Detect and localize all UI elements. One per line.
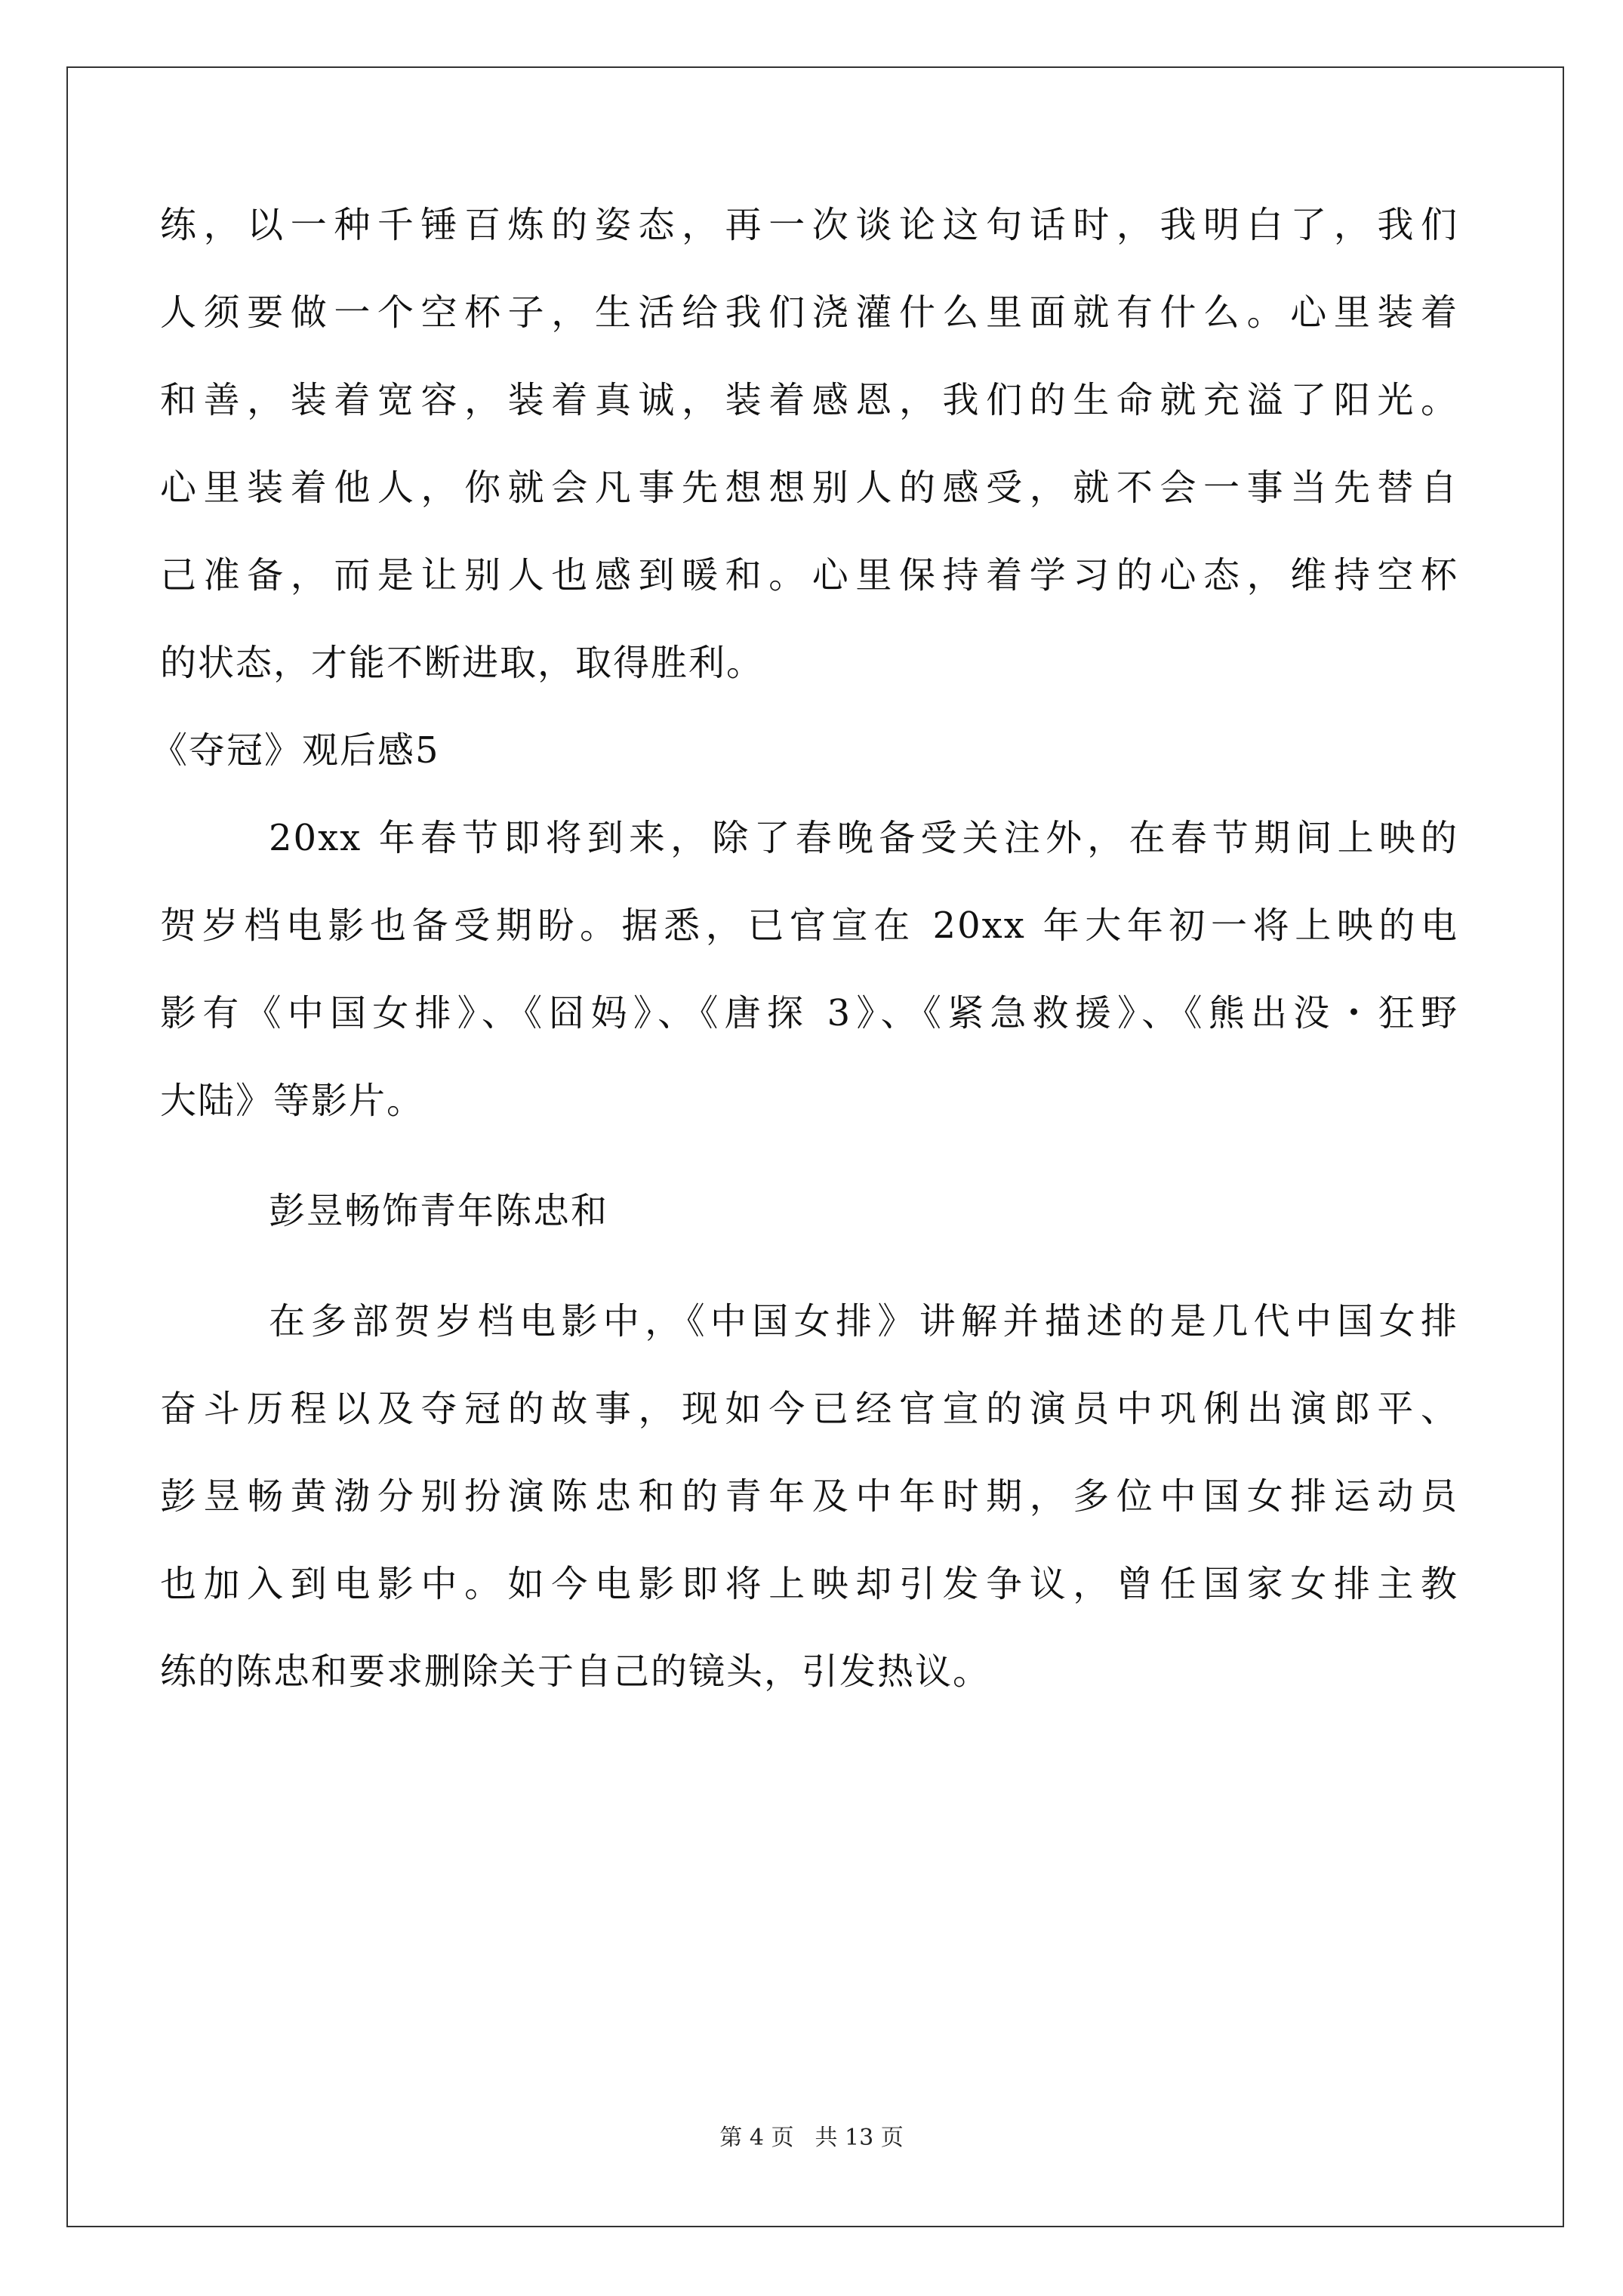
text-line: 也加入到电影中。如今电影即将上映却引发争议，曾任国家女排主教: [160, 1563, 1458, 1605]
paragraph: [160, 1277, 1458, 1715]
text-line: 心里装着他人，你就会凡事先想想别人的感受，就不会一事当先替自: [160, 467, 1458, 509]
text-line: 在多部贺岁档电影中，《中国女排》讲解并描述的是几代中国女排: [269, 1300, 1458, 1342]
text-line: 练的陈忠和要求删除关于自己的镜头，引发热议。: [160, 1650, 991, 1693]
text-line: 贺岁档电影也备受期盼。据悉，已官宣在 20xx 年大年初一将上映的电: [160, 905, 1458, 947]
text-line: 己准备，而是让别人也感到暖和。心里保持着学习的心态，维持空杯: [160, 554, 1458, 596]
page-footer: [0, 2123, 1623, 2153]
text-line: 大陆》等影片。: [160, 1080, 425, 1122]
text-line: 彭昱畅黄渤分别扮演陈忠和的青年及中年时期，多位中国女排运动员: [160, 1475, 1458, 1518]
text-line: 人须要做一个空杯子，生活给我们浇灌什么里面就有什么。心里装着: [160, 291, 1458, 334]
text-line: 和善，装着宽容，装着真诚，装着感恩，我们的生命就充溢了阳光。: [160, 379, 1458, 421]
subheading: 彭昱畅饰青年陈忠和: [269, 1190, 609, 1232]
section-title: 《夺冠》观后感5: [151, 729, 440, 772]
document-body: [151, 181, 1458, 1715]
page-total: 共 13 页: [815, 2125, 904, 2151]
paragraph: [160, 794, 1458, 1145]
paragraph: [160, 181, 1458, 707]
page-number: 第 4 页: [719, 2125, 794, 2151]
text-line: 的状态，才能不断进取，取得胜利。: [160, 642, 765, 684]
text-line: 20xx 年春节即将到来，除了春晚备受关注外，在春节期间上映的: [269, 817, 1458, 859]
text-line: 练，以一种千锤百炼的姿态，再一次谈论这句话时，我明白了，我们: [160, 204, 1458, 246]
text-line: 奋斗历程以及夺冠的故事，现如今已经官宣的演员中巩俐出演郎平、: [160, 1388, 1458, 1430]
text-line: 影有《中国女排》、《囧妈》、《唐探 3》、《紧急救援》、《熊出没・狂野: [160, 992, 1458, 1034]
